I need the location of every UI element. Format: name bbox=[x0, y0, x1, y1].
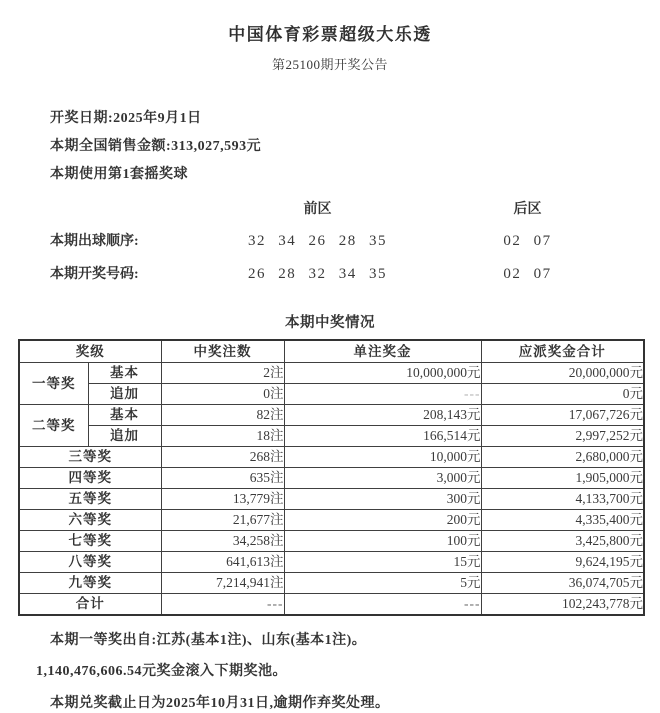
prize-level-cell: 九等奖 bbox=[19, 573, 161, 594]
total-prize-cell: 20,000,000元 bbox=[481, 363, 644, 384]
rollover-note: 1,140,476,606.54元奖金滚入下期奖池。 bbox=[36, 664, 287, 679]
winner-count-cell: 82注 bbox=[161, 405, 284, 426]
zone-header-spacer bbox=[0, 200, 205, 232]
draw-date-line: 开奖日期:2025年9月1日 bbox=[50, 111, 202, 126]
total-prize-cell: 4,133,700元 bbox=[481, 489, 644, 510]
draw-info-block bbox=[50, 110, 660, 183]
single-prize-cell: 208,143元 bbox=[284, 405, 481, 426]
winner-count-cell: 13,779注 bbox=[161, 489, 284, 510]
total-prize-cell: 0元 bbox=[481, 384, 644, 405]
single-prize-cell: 166,514元 bbox=[284, 426, 481, 447]
prize-subtype-cell: 追加 bbox=[88, 384, 161, 405]
first-prize-source-note: 本期一等奖出自:江苏(基本1注)、山东(基本1注)。 bbox=[50, 633, 367, 648]
total-prize-cell: 1,905,000元 bbox=[481, 468, 644, 489]
col-header-prize-level: 奖级 bbox=[19, 340, 161, 363]
single-prize-cell: 3,000元 bbox=[284, 468, 481, 489]
prize-level-cell: 二等奖 bbox=[19, 405, 88, 447]
table-row-fourth-prize bbox=[19, 468, 644, 489]
total-prize-cell: 4,335,400元 bbox=[481, 510, 644, 531]
total-prize-cell: 9,624,195元 bbox=[481, 552, 644, 573]
single-prize-cell: 300元 bbox=[284, 489, 481, 510]
prize-level-cell: 合计 bbox=[19, 594, 161, 616]
winner-count-cell: --- bbox=[161, 594, 284, 616]
prize-table-title: 本期中奖情况 bbox=[285, 315, 375, 331]
prize-level-cell: 七等奖 bbox=[19, 531, 161, 552]
winner-count-cell: 268注 bbox=[161, 447, 284, 468]
table-row-seventh-prize bbox=[19, 531, 644, 552]
footer-notes bbox=[0, 632, 660, 713]
table-row-ninth-prize bbox=[19, 573, 644, 594]
winning-numbers-label: 本期开奖号码: bbox=[50, 267, 139, 282]
total-prize-cell: 3,425,800元 bbox=[481, 531, 644, 552]
front-zone-header: 前区 bbox=[303, 202, 332, 217]
table-row-second-prize-basic bbox=[19, 405, 644, 426]
table-row-total bbox=[19, 594, 644, 616]
single-prize-cell: 15元 bbox=[284, 552, 481, 573]
winner-count-cell: 2注 bbox=[161, 363, 284, 384]
page-subtitle: 第25100期开奖公告 bbox=[271, 57, 388, 72]
table-row-third-prize bbox=[19, 447, 644, 468]
total-prize-cell: 17,067,726元 bbox=[481, 405, 644, 426]
deadline-note: 本期兑奖截止日为2025年10月31日,逾期作弃奖处理。 bbox=[50, 696, 390, 711]
single-prize-cell: 10,000,000元 bbox=[284, 363, 481, 384]
single-prize-cell: 5元 bbox=[284, 573, 481, 594]
prize-subtype-cell: 基本 bbox=[88, 405, 161, 426]
back-zone-header: 后区 bbox=[513, 202, 542, 217]
table-row-sixth-prize bbox=[19, 510, 644, 531]
prize-level-cell: 六等奖 bbox=[19, 510, 161, 531]
table-row-eighth-prize bbox=[19, 552, 644, 573]
ball-order-front-numbers: 32 34 26 28 35 bbox=[248, 233, 387, 249]
ball-order-label: 本期出球顺序: bbox=[50, 234, 139, 249]
winner-count-cell: 635注 bbox=[161, 468, 284, 489]
single-prize-cell: 100元 bbox=[284, 531, 481, 552]
total-prize-cell: 36,074,705元 bbox=[481, 573, 644, 594]
winner-count-cell: 18注 bbox=[161, 426, 284, 447]
prize-subtype-cell: 追加 bbox=[88, 426, 161, 447]
col-header-total-prize: 应派奖金合计 bbox=[481, 340, 644, 363]
prize-subtype-cell: 基本 bbox=[88, 363, 161, 384]
single-prize-cell: --- bbox=[284, 594, 481, 616]
prize-level-cell: 三等奖 bbox=[19, 447, 161, 468]
sales-amount-line: 本期全国销售金额:313,027,593元 bbox=[50, 139, 262, 154]
total-prize-cell: 102,243,778元 bbox=[481, 594, 644, 616]
table-row-second-prize-additional bbox=[19, 426, 644, 447]
single-prize-cell: 10,000元 bbox=[284, 447, 481, 468]
prize-level-cell: 四等奖 bbox=[19, 468, 161, 489]
winner-count-cell: 21,677注 bbox=[161, 510, 284, 531]
table-row-fifth-prize bbox=[19, 489, 644, 510]
col-header-single-prize: 单注奖金 bbox=[284, 340, 481, 363]
ball-order-back-numbers: 02 07 bbox=[503, 233, 552, 249]
numbers-section bbox=[0, 200, 660, 298]
total-prize-cell: 2,680,000元 bbox=[481, 447, 644, 468]
prize-table bbox=[18, 339, 645, 616]
winner-count-cell: 34,258注 bbox=[161, 531, 284, 552]
winner-count-cell: 0注 bbox=[161, 384, 284, 405]
winning-back-numbers: 02 07 bbox=[503, 266, 552, 282]
prize-level-cell: 八等奖 bbox=[19, 552, 161, 573]
ball-set-line: 本期使用第1套摇奖球 bbox=[50, 167, 188, 182]
page-title: 中国体育彩票超级大乐透 bbox=[228, 25, 432, 44]
table-header-row bbox=[19, 340, 644, 363]
prize-level-cell: 五等奖 bbox=[19, 489, 161, 510]
winner-count-cell: 7,214,941注 bbox=[161, 573, 284, 594]
table-row-first-prize-additional bbox=[19, 384, 644, 405]
winning-front-numbers: 26 28 32 34 35 bbox=[248, 266, 387, 282]
table-row-first-prize-basic bbox=[19, 363, 644, 384]
total-prize-cell: 2,997,252元 bbox=[481, 426, 644, 447]
col-header-winner-count: 中奖注数 bbox=[161, 340, 284, 363]
single-prize-cell: 200元 bbox=[284, 510, 481, 531]
prize-level-cell: 一等奖 bbox=[19, 363, 88, 405]
single-prize-cell: --- bbox=[284, 384, 481, 405]
winner-count-cell: 641,613注 bbox=[161, 552, 284, 573]
